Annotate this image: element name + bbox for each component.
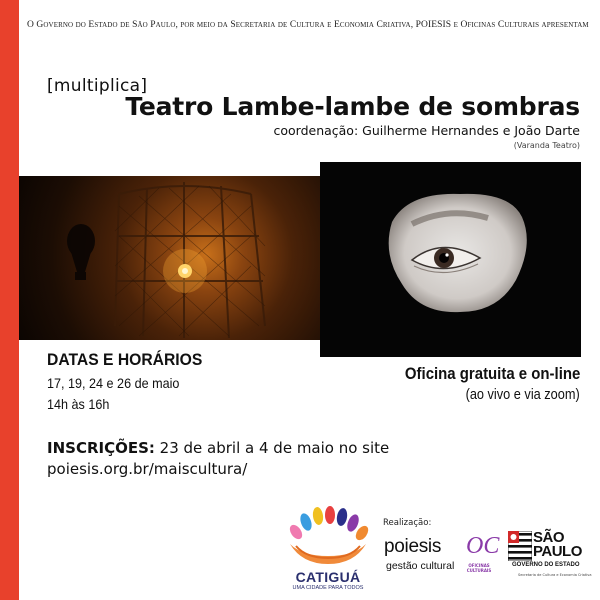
governo-estado-label: GOVERNO DO ESTADO: [512, 562, 580, 568]
catigua-name: CATIGUÁ: [295, 569, 361, 585]
secretaria-label: Secretaria de Cultura e Economia Criativa: [518, 573, 592, 577]
format-line-2: (ao vivo e via zoom): [465, 387, 580, 403]
format-line-1: Oficina gratuita e on-line: [404, 364, 580, 383]
oficinas-culturais-subtitle: OFICINAS CULTURAIS: [466, 563, 492, 573]
accent-stripe: [0, 0, 19, 600]
coordination-line: coordenação: Guilherme Hernandes e João Darte: [273, 123, 580, 138]
catigua-logo: [282, 506, 374, 592]
poiesis-subtitle: gestão cultural: [386, 560, 455, 572]
schedule-time: 14h às 16h: [47, 396, 110, 412]
presenters-line: O Governo do Estado de São Paulo, por meio da Secretaria de Cultura e Economia Criativa, POIESIS e Oficinas Culturais apresentam: [27, 20, 589, 30]
series-label: [multiplica]: [47, 76, 148, 96]
catigua-hands-icon: [282, 506, 374, 570]
oficinas-culturais-logo: OC: [466, 533, 500, 559]
registration-line: [47, 439, 389, 457]
birdcage-photo: [19, 176, 321, 340]
registration-site-link[interactable]: poiesis.org.br/maiscultura/: [47, 460, 248, 478]
eye-photo: [320, 162, 581, 357]
sp-flag-icon: [508, 531, 532, 561]
event-title: Teatro Lambe-lambe de sombras: [125, 92, 580, 121]
company-label: (Varanda Teatro): [513, 141, 580, 150]
catigua-tagline: UMA CIDADE PARA TODOS: [292, 585, 364, 591]
registration-period: 23 de abril a 4 de maio no site: [159, 439, 390, 457]
schedule-heading: DATAS E HORÁRIOS: [47, 351, 203, 369]
sao-paulo-gov-logo: [508, 529, 592, 591]
schedule-dates: 17, 19, 24 e 26 de maio: [47, 375, 180, 391]
registration-label: INSCRIÇÕES:: [47, 439, 155, 457]
realizacao-label: Realização:: [383, 518, 432, 528]
sao-paulo-name: SÃO PAULO: [533, 529, 582, 560]
poiesis-logo: poiesis: [384, 536, 442, 557]
